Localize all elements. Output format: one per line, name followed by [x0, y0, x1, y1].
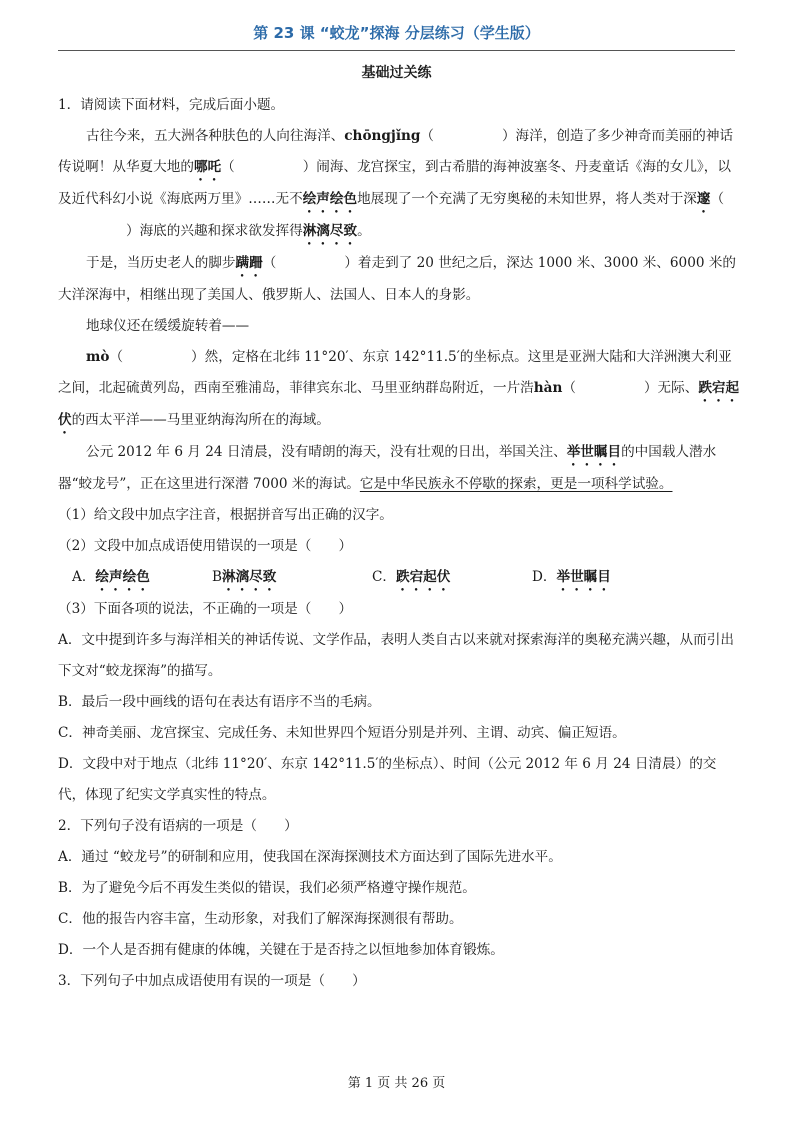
option-label: A． [72, 569, 96, 585]
question-content [58, 90, 740, 997]
dotted-idiom-linli: 淋漓尽致 [302, 223, 358, 239]
option-text: 跌宕起伏 [396, 569, 451, 585]
option-label: B [212, 569, 222, 585]
option-a[interactable] [72, 562, 212, 594]
option-text: 淋漓尽致 [222, 569, 277, 585]
q1-para-1 [58, 121, 740, 248]
text: 公元 2012 年 6 月 24 日清晨，没有晴朗的海天，没有壮观的日出，举国关注、 [86, 444, 567, 460]
page-footer: 第 1 页 共 26 页 [347, 1076, 446, 1091]
q1-sub3: （3）下面各项的说法，不正确的一项是（ ） [58, 601, 353, 617]
header-divider [58, 50, 735, 51]
option-c[interactable] [372, 562, 532, 594]
q1-sub3-option-b[interactable]: B．最后一段中画线的语句在表达有语序不当的毛病。 [58, 694, 381, 710]
text: ）海洋，创造了多少神奇而美丽的神话传说啊！从华夏大地的 [58, 128, 734, 175]
q2-option-c[interactable]: C．他的报告内容丰富，生动形象，对我们了解深海探测很有帮助。 [58, 911, 463, 927]
option-label: C． [372, 569, 396, 585]
paren-open: （ [562, 380, 576, 396]
q1-sub2: （2）文段中加点成语使用错误的一项是（ ） [58, 538, 353, 554]
text: 的中国载人潜水器“蛟龙号”，正在这里进行深潜 7000 米的海试。 [58, 444, 717, 492]
paren-open: （ [710, 191, 725, 207]
text: ）着走到了 20 世纪之后，深达 1000 米、3000 米、6000 米的大洋深海中，相继出现了美国人、俄罗斯人、法国人、日本人的身影。 [58, 255, 737, 303]
option-d[interactable] [532, 562, 611, 594]
paren-open: （ [262, 255, 277, 271]
option-text: 绘声绘色 [95, 569, 150, 585]
q2-option-b[interactable]: B．为了避免今后不再发生类似的错误，我们必须严格遵守操作规范。 [58, 880, 476, 896]
q1-para-3: 地球仪还在缓缓旋转着—— [86, 318, 250, 334]
q2-option-d[interactable]: D．一个人是否拥有健康的体魄，关键在于是否持之以恒地参加体育锻炼。 [58, 942, 504, 958]
q1-sub3-option-c[interactable]: C．神奇美丽、龙宫探宝、完成任务、未知世界四个短语分别是并列、主谓、动宾、偏正短语。 [58, 725, 626, 741]
paren-open: （ [420, 128, 434, 144]
q1-para-5 [58, 437, 740, 500]
q1-sub3-option-d[interactable]: D．文段中对于地点（北纬 11°20′、东京 142°11.5′的坐标点）、时间（公元 2012 年 6 月 24 日清晨）的交代，体现了纪实文学真实性的特点。 [58, 756, 717, 803]
option-b[interactable] [212, 562, 372, 594]
text: 古往今来，五大洲各种肤色的人向往海洋、 [86, 128, 345, 144]
dotted-idiom-jushi: 举世瞩目 [566, 444, 622, 460]
text: ）然，定格在北纬 11°20′、东京 142°11.5′的坐标点。这里是亚洲大陆和大洋洲澳大利亚之间，北起硫黄列岛，西南至雅浦岛，菲律宾东北、马里亚纳群岛附近，一片浩 [58, 349, 732, 396]
paren-open: （ [109, 349, 124, 365]
pinyin-mo: mò [86, 349, 110, 365]
q1-stem: 1．请阅读下面材料，完成后面小题。 [58, 97, 285, 113]
text: 。 [357, 223, 371, 239]
option-label: D． [532, 569, 557, 585]
q2-stem: 2．下列句子没有语病的一项是（ ） [58, 818, 298, 834]
pinyin-chongjing: chōngjǐng [344, 128, 421, 144]
q2-option-a[interactable]: A．通过 “蛟龙号”的研制和应用，使我国在深海探测技术方面达到了国际先进水平。 [58, 849, 562, 865]
text: ）闹海、龙宫探宝，到古希腊的海神波塞冬、丹麦童话《海的女儿》，以及近代科幻小说《海底两万里》……无不 [58, 159, 731, 207]
page-header-title: 第 23 课 “蛟龙”探海 分层练习（学生版） [253, 24, 540, 42]
q1-sub1: （1）给文段中加点字注音，根据拼音写出正确的汉字。 [58, 507, 393, 523]
text: 地展现了一个充满了无穷奥秘的未知世界，将人类对于深 [357, 191, 697, 207]
dotted-idiom-dieshang: 跌宕起伏 [58, 380, 740, 428]
underlined-sentence: 它是中华民族永不停歇的探索，更是一项科学试验。 [359, 476, 673, 492]
dotted-idiom-huisheng: 绘声绘色 [302, 191, 358, 207]
text: 的西太平洋——马里亚纳海沟所在的海域。 [71, 412, 330, 428]
dotted-word-nezha: 哪吒 [193, 159, 222, 175]
q1-para-2 [58, 248, 740, 311]
q1-sub3-option-a[interactable]: A．文中提到许多与海洋相关的神话传说、文学作品，表明人类自古以来就对探索海洋的奥秘充满兴趣，从而引出下文对“蛟龙探海”的描写。 [58, 632, 734, 679]
q1-sub2-options [58, 562, 740, 594]
q1-para-4 [58, 342, 740, 437]
paren-open: （ [221, 159, 235, 175]
dotted-word-sui: 邃 [696, 191, 711, 207]
q3-stem: 3．下列句子中加点成语使用有误的一项是（ ） [58, 973, 366, 989]
option-text: 举世瞩目 [556, 569, 611, 585]
pinyin-han: hàn [533, 380, 563, 396]
dotted-word-panshan: 蹒跚 [235, 255, 263, 271]
text: ）无际、 [643, 380, 699, 396]
text: ）海底的兴趣和探求欲发挥得 [126, 223, 303, 239]
text: 于是，当历史老人的脚步 [86, 255, 236, 271]
section-title: 基础过关练 [361, 65, 432, 81]
